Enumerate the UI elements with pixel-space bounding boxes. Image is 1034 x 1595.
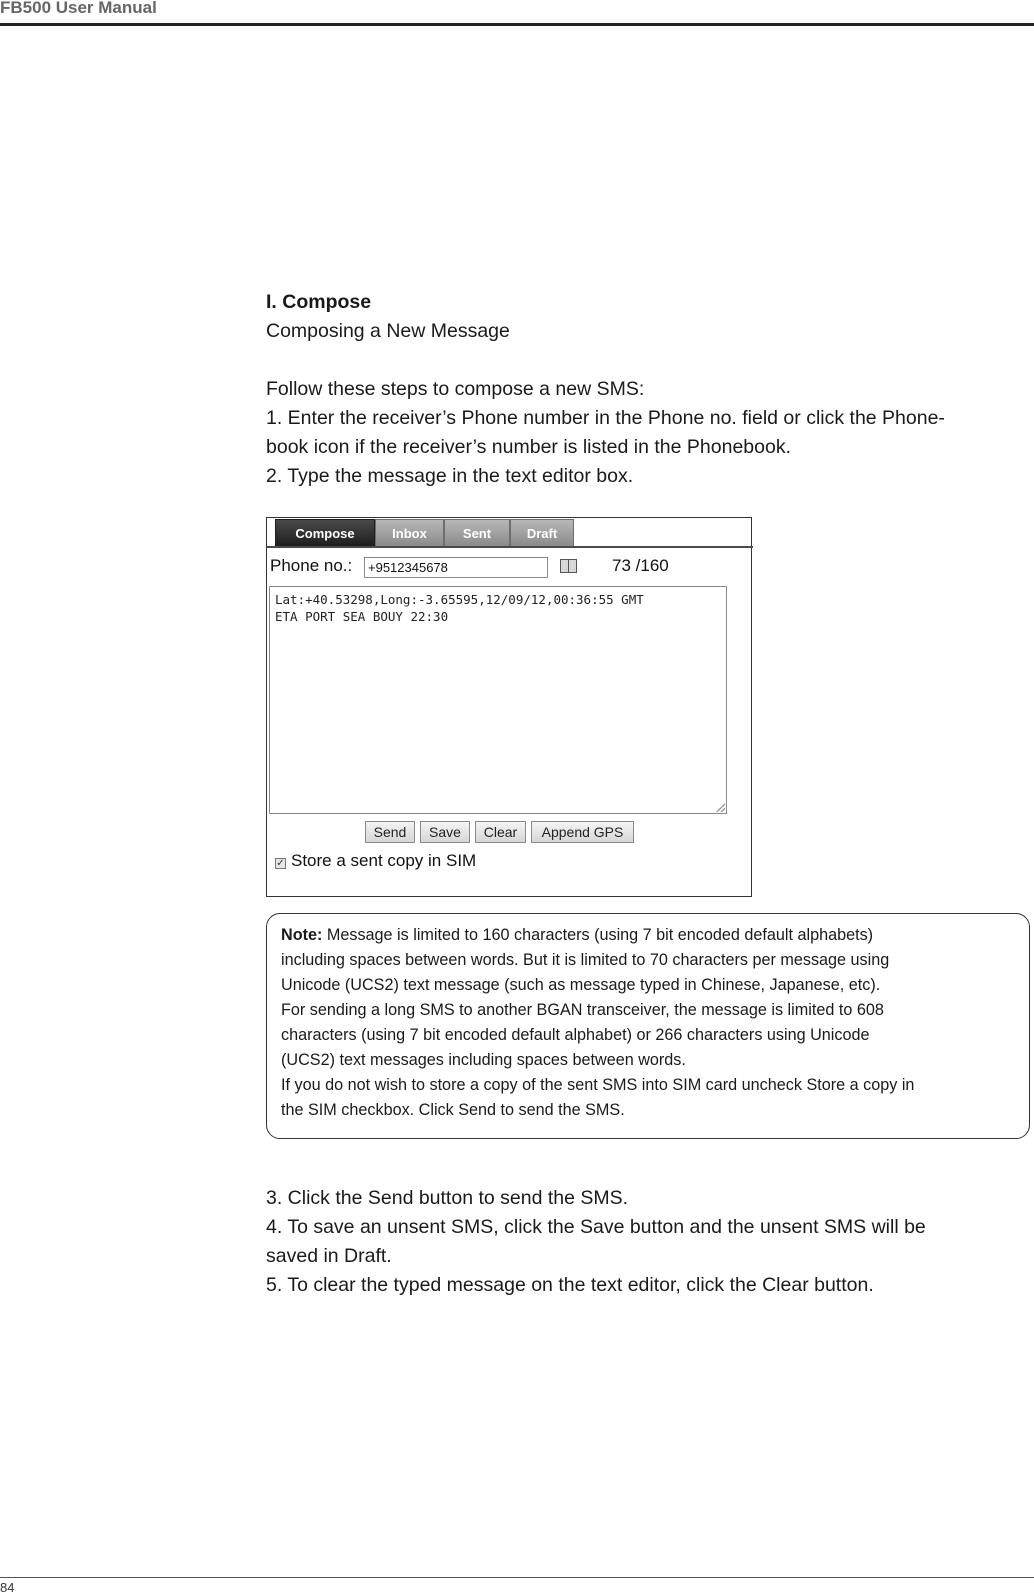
compose-screenshot xyxy=(266,517,752,897)
message-line-2: ETA PORT SEA BOUY 22:30 xyxy=(275,609,449,624)
running-header: FB500 User Manual xyxy=(0,0,157,17)
phone-label: Phone no.: xyxy=(270,556,353,575)
char-count-limit: /160 xyxy=(635,556,669,575)
tab-compose[interactable]: Compose xyxy=(275,519,375,546)
append-gps-button[interactable]: Append GPS xyxy=(531,821,634,843)
step-5: 5. To clear the typed message on the text editor, click the Clear button. xyxy=(266,1274,874,1296)
step-1-line-2: book icon if the receiver’s number is listed in the Phonebook. xyxy=(266,436,791,458)
step-1-line-1: 1. Enter the receiver’s Phone number in the Phone no. field or click the Phone- xyxy=(266,407,945,429)
note-line-8: the SIM checkbox. Click Send to send the SMS. xyxy=(281,1101,625,1119)
header-rule xyxy=(0,23,1034,26)
tab-sent[interactable]: Sent xyxy=(444,519,510,546)
tab-draft[interactable]: Draft xyxy=(510,519,574,546)
tab-inbox[interactable]: Inbox xyxy=(375,519,444,546)
section-title: I. Compose xyxy=(266,291,372,313)
message-editor[interactable] xyxy=(269,586,727,814)
page-number: 84 xyxy=(0,1580,15,1595)
phone-input[interactable] xyxy=(364,557,548,578)
intro-text: Follow these steps to compose a new SMS: xyxy=(266,378,645,400)
save-button[interactable]: Save xyxy=(420,821,470,843)
char-count-value: 73 xyxy=(612,556,631,575)
character-counter xyxy=(612,556,669,576)
footer-rule xyxy=(0,1577,1034,1578)
spacer xyxy=(266,346,1016,375)
phonebook-icon[interactable] xyxy=(560,559,577,573)
step-4-line-2: saved in Draft. xyxy=(266,1245,392,1267)
note-label: Note: xyxy=(281,926,323,944)
note-box xyxy=(266,913,1030,1139)
note-line-6: (UCS2) text messages including spaces between words. xyxy=(281,1051,686,1069)
section-compose xyxy=(266,288,1016,491)
clear-button[interactable]: Clear xyxy=(475,821,526,843)
step-3: 3. Click the Send button to send the SMS. xyxy=(266,1187,629,1209)
note-line-5: characters (using 7 bit encoded default alphabet) or 266 characters using Unicode xyxy=(281,1026,870,1044)
message-line-1: Lat:+40.53298,Long:-3.65595,12/09/12,00:36:55 GMT xyxy=(275,592,644,607)
store-in-sim-checkbox[interactable]: ✓ xyxy=(276,858,285,869)
note-line-4: For sending a long SMS to another BGAN transceiver, the message is limited to 608 xyxy=(281,1001,884,1019)
store-in-sim-label: Store a sent copy in SIM xyxy=(291,851,477,870)
note-line-7: If you do not wish to store a copy of the sent SMS into SIM card uncheck Store a copy in xyxy=(281,1076,915,1094)
tab-bar xyxy=(267,518,753,548)
note-line-3: Unicode (UCS2) text message (such as message typed in Chinese, Japanese, etc). xyxy=(281,976,881,994)
note-paragraph xyxy=(281,923,1021,1123)
resize-grip-icon[interactable] xyxy=(716,803,725,812)
note-line-2: including spaces between words. But it is limited to 70 characters per message using xyxy=(281,951,890,969)
send-button[interactable]: Send xyxy=(365,821,415,843)
step-2: 2. Type the message in the text editor box. xyxy=(266,465,634,487)
note-line-1: Message is limited to 160 characters (using 7 bit encoded default alphabets) xyxy=(322,926,874,944)
steps-continued xyxy=(266,1184,1016,1300)
section-subtitle: Composing a New Message xyxy=(266,320,510,342)
step-4-line-1: 4. To save an unsent SMS, click the Save button and the unsent SMS will be xyxy=(266,1216,926,1238)
